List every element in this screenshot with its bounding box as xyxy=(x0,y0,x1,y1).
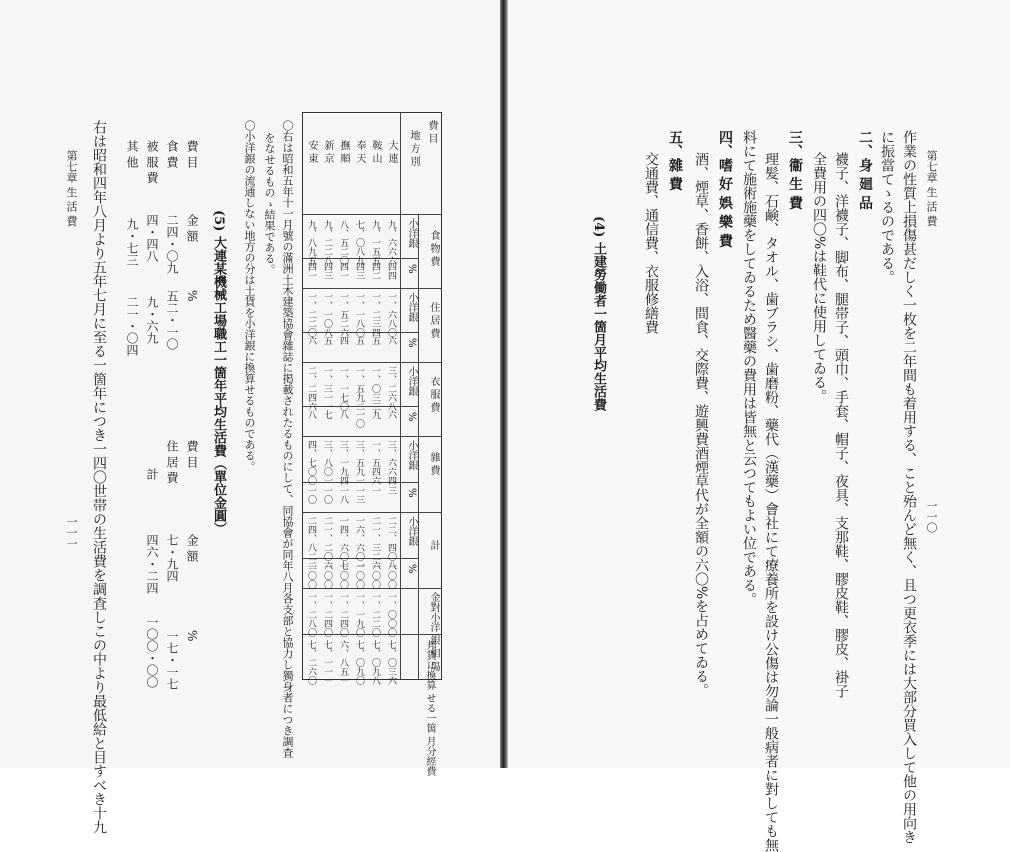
table4-cell: 一、六八〇 xyxy=(386,292,396,337)
table4-cell: 九 xyxy=(370,410,380,419)
table4-cell: 一〇〇 xyxy=(354,562,364,589)
table4-cell: 五 xyxy=(322,336,332,345)
table4-cell: 一、〇〇〇 xyxy=(386,592,396,637)
table4-cell: 六、八五一 xyxy=(338,640,348,685)
note-1: をなせるものゝ結果である。 xyxy=(263,132,276,275)
running-head-left: 第七章 生 活 費 xyxy=(65,150,78,227)
t5-cell: 二四・〇九 xyxy=(165,214,179,274)
t5-cell: 九・七三 xyxy=(125,218,139,266)
table4-cell: 七、〇八九 xyxy=(354,220,364,265)
body-line-1: 作業の性質上損傷甚だしく一枚を二年間も着用する、こと殆んど無く、且つ更衣季には大部分買入して他の用向き xyxy=(901,130,917,844)
body-line-4: 襪子、洋襪子、脚布、腿帯子、頭巾、手套、帽子、夜具、支那鞋、膠皮鞋、膠皮、褂子 xyxy=(833,152,849,698)
table4-cell: 一、〇三三 xyxy=(370,366,380,411)
table4-cell: 九、一五五 xyxy=(370,220,380,265)
table4-corner-top: 費 目 xyxy=(426,120,437,144)
t5-cell: 九・六九 xyxy=(145,296,159,344)
table4-cell: 七、〇九〇 xyxy=(354,640,364,685)
table4-cell: 一〇〇 xyxy=(386,562,396,589)
t5-header-item-2: 費 目 xyxy=(185,440,199,468)
t4-sub: % xyxy=(406,338,417,348)
t4-sub: 小洋銀 xyxy=(406,218,417,248)
t4-region: 鞍 山 xyxy=(370,140,381,164)
t5-header-amount-2: 金 額 xyxy=(185,534,199,562)
left-page xyxy=(0,0,500,834)
table4-cell: 一〇 xyxy=(306,486,316,504)
table4-cell: 四一 xyxy=(338,262,348,280)
body-line-7: 理髪、石鹸、タオル、歯ブラシ、歯磨粉、藥代（漢藥）會社にて療養所を設け公傷は勿論一般病者に對しても無 xyxy=(763,152,779,852)
table4-cell: 三、六六四 xyxy=(386,440,396,485)
table4-cell: 七、〇三六 xyxy=(386,640,396,685)
page-number-right: 一一〇 xyxy=(925,500,938,533)
table4-cell: 一〇〇 xyxy=(338,562,348,589)
table4-cell: 一〇 xyxy=(322,486,332,504)
table4-cell: 四 xyxy=(338,336,348,345)
t4-sub: 小洋銀 xyxy=(406,292,417,322)
table4-cell: 八、五二〇 xyxy=(338,220,348,265)
t4-sub: % xyxy=(406,488,417,498)
right-page xyxy=(508,0,1010,852)
t5-cell: 一七・一七 xyxy=(165,630,179,690)
t4-last-col-header-2: 邦貨に換算 せる一箇 月分經費 xyxy=(424,640,435,777)
table4-cell: 一四、六〇七 xyxy=(338,516,348,570)
table4-cell: 一〇 xyxy=(354,410,364,428)
table4-cell: 二四、八二二 xyxy=(306,516,316,570)
t5-cell: 食 費 xyxy=(165,140,179,168)
body-heading-3: 三、衞 生 費 xyxy=(787,130,803,210)
table4-cell: 四、七〇〇 xyxy=(306,440,316,485)
table4-cell: 二二、四〇八 xyxy=(386,516,396,570)
t4-sub: 小洋銀 xyxy=(406,366,417,396)
section4-title: (4) 土建勞働者一箇月平均生活費 xyxy=(591,216,606,411)
table4-cell: 一八 xyxy=(338,486,348,504)
t4-group-total: 計 xyxy=(428,540,439,550)
body-heading-2: 二、身 廻 品 xyxy=(857,130,873,210)
t4-sub: 小洋銀 xyxy=(406,516,417,546)
table4-cell: 四三 xyxy=(354,262,364,280)
table4-cell: 二、二四六 xyxy=(306,366,316,411)
t4-region: 奉 天 xyxy=(354,140,365,164)
table4-cell: 一、二三四 xyxy=(370,292,380,337)
table4-cell: 九、二二八 xyxy=(322,220,332,265)
table4-cell: 九、六六六 xyxy=(386,220,396,265)
table4-cell: 三、八〇一 xyxy=(322,440,332,485)
t4-sub: 小洋銀 xyxy=(406,440,417,470)
table4-cell: 三、一九四 xyxy=(338,440,348,485)
note-0: 〇右は昭和五年十一月號の滿洲土木建築協會雜誌に掲載されたるものにして、同協會が同年八月各支部と協力し獨身者につき調査 xyxy=(281,120,294,758)
body-line-10: 酒、煙草、香餅、入浴、間食、交際費、遊興費酒煙草代が全額の六〇%を占めてゐる。 xyxy=(693,152,709,698)
table4-cell: 一六、六〇一 xyxy=(354,516,364,570)
t4-region: 大 連 xyxy=(386,140,397,164)
t4-sub: % xyxy=(406,412,417,422)
table4-cell: 七 xyxy=(322,410,332,419)
book-gutter xyxy=(500,0,508,768)
table4-cell: 一〇〇 xyxy=(322,562,332,589)
table4-cell: 一、二二〇 xyxy=(306,292,316,337)
table4-cell: 八 xyxy=(306,410,316,419)
body-line-12: 交通費、通信費、衣服修繕費 xyxy=(643,152,659,334)
table4-cell: 四二 xyxy=(370,262,380,280)
table4-cell: 一、一九〇 xyxy=(354,592,364,637)
t5-cell: 其 他 xyxy=(125,140,139,168)
table4-cell: 七、〇九八 xyxy=(370,640,380,685)
table4-cell: 二一、二〇六 xyxy=(322,516,332,570)
table4-cell: 一、二四〇 xyxy=(322,592,332,637)
note-2: 〇小洋銀の流通しない地方の分は土貨を小洋銀に換算せるものである。 xyxy=(243,120,256,472)
table4-cell: 四四 xyxy=(386,262,396,280)
section5-title: (5) 大連某機械工場職工一箇年平均生活費（單位金圓） xyxy=(211,210,226,535)
table4-cell: 一、二八〇 xyxy=(306,592,316,637)
table4-cell: 一、一八〇 xyxy=(354,292,364,337)
table4-corner-bottom: 地 方 別 xyxy=(408,130,419,167)
t4-group-housing: 住 居 費 xyxy=(428,302,439,339)
table4-cell: 一、二二〇 xyxy=(370,592,380,637)
table4-cell: 一三 xyxy=(354,486,364,504)
table4-cell: 六 xyxy=(306,336,316,345)
t5-header-item-1: 費 目 xyxy=(185,140,199,168)
table4-cell: 一 xyxy=(370,486,380,495)
table4-cell: 三 xyxy=(386,486,396,495)
table4-cell: 一、一七〇 xyxy=(338,366,348,411)
body-heading-5: 五、雜 費 xyxy=(667,130,683,191)
table4-cell: 五 xyxy=(354,336,364,345)
running-head-right: 第七章 生 活 費 xyxy=(925,150,938,227)
t5-cell: 五二・一〇 xyxy=(165,290,179,350)
table4-cell: 一〇〇 xyxy=(370,562,380,589)
t5-header-pct-2: % xyxy=(185,630,199,642)
table4-cell: 一、一〇八 xyxy=(322,292,332,337)
t4-region: 安 東 xyxy=(306,140,317,164)
t4-group-food: 食 物 費 xyxy=(428,230,439,267)
table4-cell: 五 xyxy=(370,336,380,345)
t5-cell: 四六・二四 xyxy=(145,534,159,594)
t4-sub: % xyxy=(406,264,417,274)
t5-cell: 被 服 費 xyxy=(145,140,159,184)
body-heading-4: 四、嗜 好 娯 樂 費 xyxy=(717,130,733,248)
body-line-2: に振當てゝるのである。 xyxy=(879,130,895,284)
t5-cell: 七・九四 xyxy=(165,534,179,582)
table4-cell: 六 xyxy=(386,410,396,419)
table4-cell: 一、五九二 xyxy=(354,366,364,411)
table4-cell: 六 xyxy=(386,336,396,345)
table4-cell: 一〇〇 xyxy=(306,562,316,589)
table4-cell: 八 xyxy=(338,410,348,419)
t5-cell: 一〇〇・〇〇 xyxy=(145,616,159,688)
table4-cell: 二一、三二六 xyxy=(370,516,380,570)
closing-line: 右は昭和四年八月より五年七月に至る一箇年につき一四〇世帯の生活費を調査しこの中より最低給と目すべき十九 xyxy=(91,120,107,834)
body-line-8: 料にて施術施藥をしてゐるため醫藥の費用は皆無と云つてもよい位である。 xyxy=(741,130,757,606)
table4-cell: 三、二六八 xyxy=(386,366,396,411)
table4-cell: 一、三一一 xyxy=(322,366,332,411)
t4-group-clothing: 衣 服 費 xyxy=(428,376,439,413)
t4-region: 新 京 xyxy=(322,140,333,164)
table4-cell: 九、八九五 xyxy=(306,220,316,265)
t5-cell: 住 居 費 xyxy=(165,440,179,484)
body-line-5: 全費用の四〇%は鞋代に使用してゐる。 xyxy=(811,152,827,404)
page-number-left: 一一一 xyxy=(65,516,78,549)
t4-last-col-header-1: 金對小洋 銀 相 場 xyxy=(428,592,439,672)
t5-header-amount-1: 金 額 xyxy=(185,214,199,242)
t5-cell: 計 xyxy=(145,468,159,480)
table4-cell: 四三 xyxy=(322,262,332,280)
table4-cell: 一、五四六 xyxy=(370,440,380,485)
t5-cell: 二一・〇四 xyxy=(125,296,139,356)
table4-cell: 七、一一一 xyxy=(322,640,332,685)
table4-cell: 四一 xyxy=(306,262,316,280)
table4-cell: 三、五九一 xyxy=(354,440,364,485)
t4-group-misc: 雜 費 xyxy=(428,452,439,476)
t5-header-pct-1: % xyxy=(185,290,199,302)
t4-region: 撫 順 xyxy=(338,140,349,164)
t5-cell: 四・四八 xyxy=(145,214,159,262)
t4-sub: % xyxy=(406,564,417,574)
table4-cell: 一、二四〇 xyxy=(338,592,348,637)
table4-cell: 一、五二六 xyxy=(338,292,348,337)
table4-cell: 七、二六〇 xyxy=(306,640,316,685)
